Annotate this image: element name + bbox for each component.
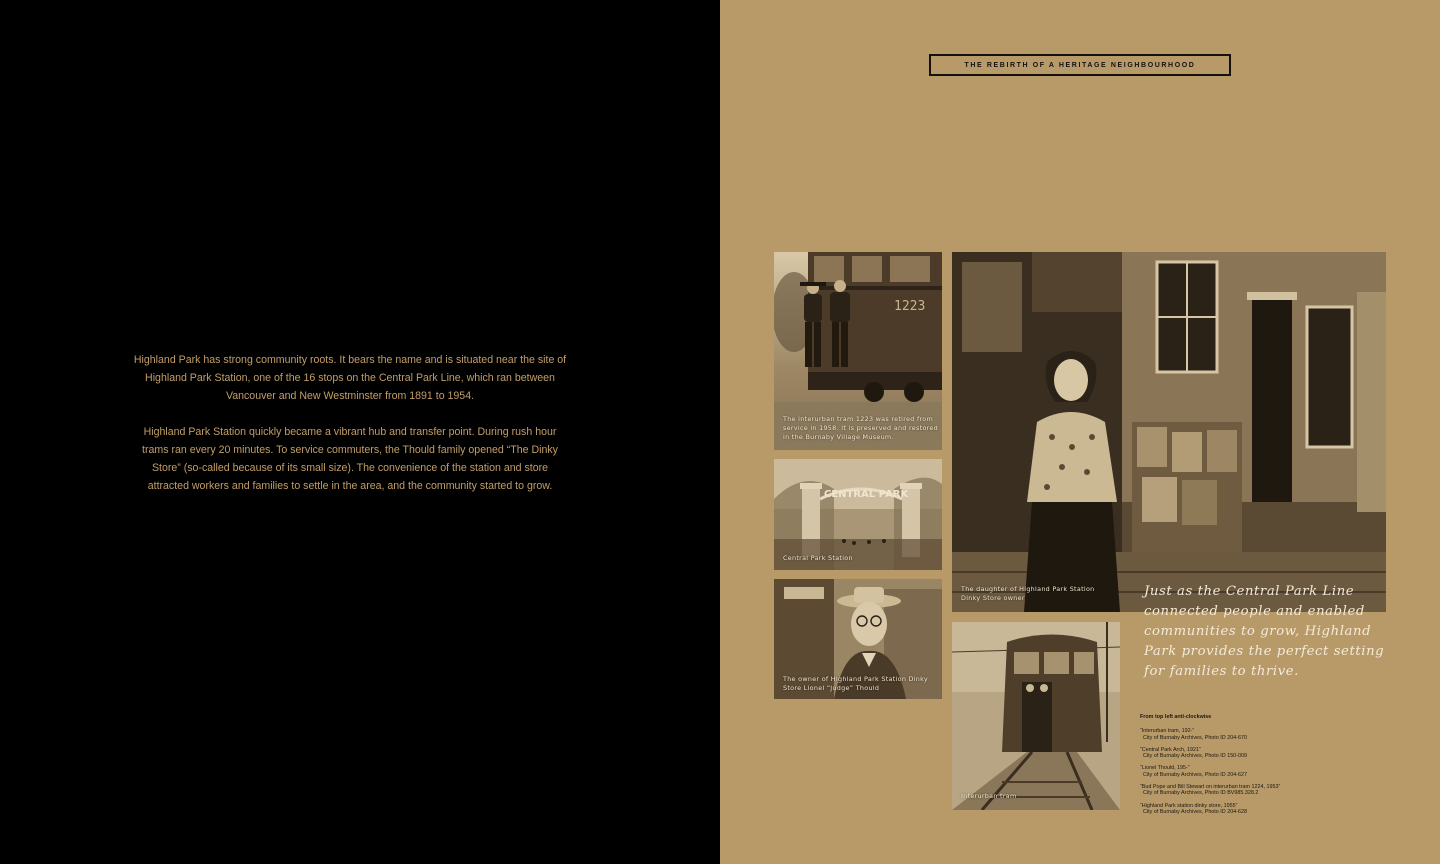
photo-caption: The daughter of Highland Park Station Dinky Store owner (961, 585, 1095, 602)
credits-heading: From top left anti-clockwise (1140, 714, 1212, 720)
credit-source: City of Burnaby Archives, Photo ID 204-627 (1143, 771, 1247, 778)
intro-text (130, 351, 570, 495)
credit-title: “Lionel Thould, 195-” (1140, 765, 1190, 772)
credit-source: City of Burnaby Archives, Photo ID 150-009 (1143, 753, 1247, 760)
credit-title: “Central Park Arch, 1921” (1140, 746, 1201, 753)
photo-credits (1140, 714, 1370, 821)
credit-source: City of Burnaby Archives, Photo ID 204-628 (1143, 808, 1247, 815)
credit-title: “Highland Park station dinky store, 1955” (1140, 802, 1238, 809)
section-header-label: THE REBIRTH OF A HERITAGE NEIGHBOURHOOD (964, 61, 1196, 69)
photo-interurban-tram (952, 622, 1120, 810)
tram-1224-illustration (952, 622, 1120, 810)
credit-entry (1140, 747, 1370, 760)
credit-title: “Bud Pope and Bill Stewart on interurban tram 1224, 1953” (1140, 784, 1281, 791)
photo-caption: Central Park Station (783, 554, 853, 562)
photo-dinky-store-daughter (952, 252, 1386, 612)
credit-source: City of Burnaby Archives, Photo ID 204-670 (1143, 734, 1247, 741)
tram-number: 1223 (894, 299, 926, 314)
photo-caption: Interurban tram (961, 792, 1017, 800)
photo-central-park-arch (774, 459, 942, 570)
intro-paragraph-1: Highland Park has strong community roots. It bears the name and is situated near the site of Highland Park Station, one of the 16 stops on the Central Park Line, which ran between Vancouver and New Westminster from 1891 to 1954. (133, 354, 567, 402)
credit-entry (1140, 803, 1370, 816)
arch-sign: CENTRAL PARK (824, 489, 909, 500)
credit-entry (1140, 728, 1370, 741)
photo-caption: The interurban tram 1223 was retired from service in 1958. It is preserved and restored in the Burnaby Village Museum. (783, 415, 939, 441)
credit-title: “Interurban tram, 192-” (1140, 728, 1195, 735)
credit-source: City of Burnaby Archives, Photo ID BV985.328.2 (1143, 790, 1259, 797)
pull-quote: Just as the Central Park Line connected people and enabled communities to grow, Highland Park provides the perfect setting for families to thrive. (1144, 584, 1385, 679)
right-page (720, 0, 1440, 864)
intro-paragraph-2: Highland Park Station quickly became a vibrant hub and transfer point. During rush hour trams ran every 20 minutes. To service commuters, the Thould family opened “The Dinky Store” (so-called because of its small size). The convenience of the station and store attracted workers and families to settle in the area, and the community started to grow. (142, 426, 558, 492)
section-header (929, 54, 1231, 76)
photo-caption: The owner of Highland Park Station Dinky Store Lionel “Judge” Thould (783, 675, 928, 692)
photo-lionel-thould (774, 579, 942, 699)
credit-entry (1140, 784, 1370, 797)
credit-entry (1140, 765, 1370, 778)
photo-tram-1223 (774, 252, 942, 450)
daughter-illustration (952, 252, 1386, 612)
